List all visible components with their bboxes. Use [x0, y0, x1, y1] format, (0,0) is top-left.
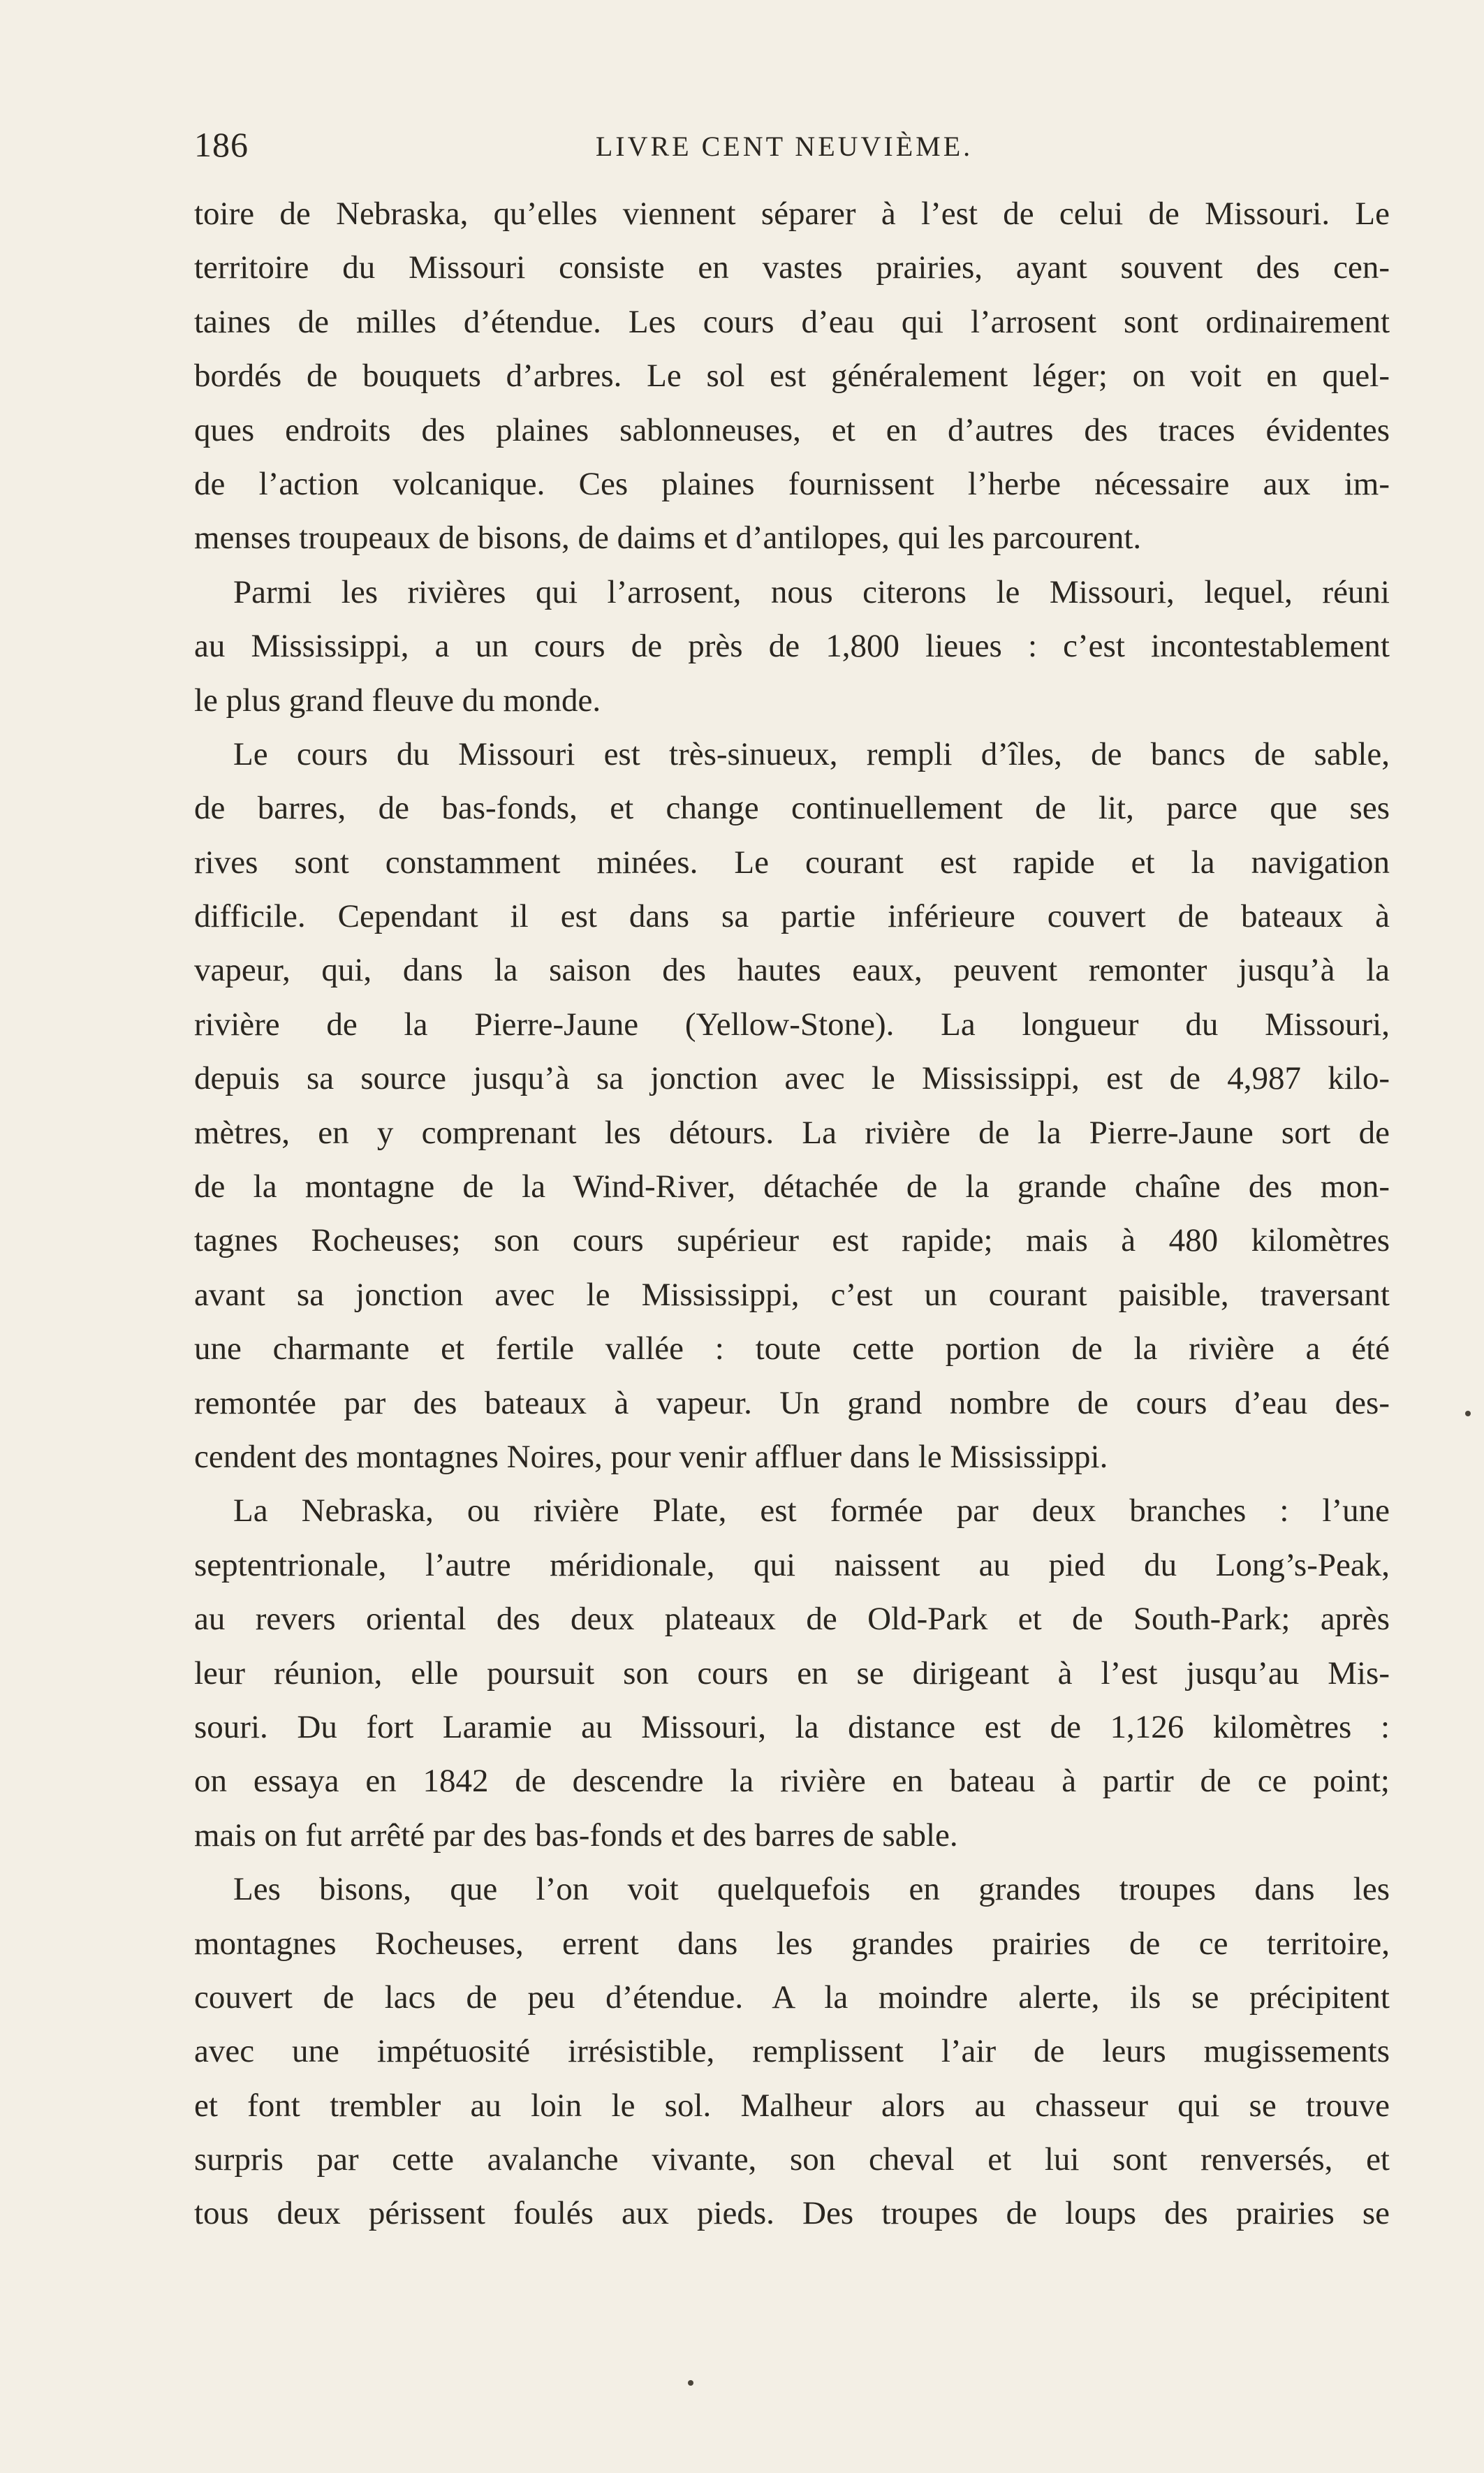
text-line: de barres, de bas-fonds, et change continuellement de lit, parce que ses: [194, 790, 1390, 827]
text-line: La Nebraska, ou rivière Plate, est formée par deux branches : l’une: [233, 1492, 1390, 1529]
text-line: mais on fut arrêté par des bas-fonds et des barres de sable.: [194, 1817, 958, 1854]
text-line: rivière de la Pierre-Jaune (Yellow-Stone). La longueur du Missouri,: [194, 1006, 1390, 1043]
page-header: [194, 124, 1374, 173]
text-line: souri. Du fort Laramie au Missouri, la distance est de 1,126 kilomètres :: [194, 1708, 1390, 1745]
text-line: le plus grand fleuve du monde.: [194, 682, 601, 719]
text-line: mètres, en y comprenant les détours. La rivière de la Pierre-Jaune sort de: [194, 1114, 1390, 1151]
text-line: Les bisons, que l’on voit quelquefois en grandes troupes dans les: [233, 1871, 1390, 1908]
text-line: au revers oriental des deux plateaux de Old-Park et de South-Park; après: [194, 1601, 1390, 1638]
text-line: depuis sa source jusqu’à sa jonction avec le Mississippi, est de 4,987 kilo-: [194, 1060, 1390, 1097]
text-line: ques endroits des plaines sablonneuses, et en d’autres des traces évidentes: [194, 411, 1390, 448]
text-line: toire de Nebraska, qu’elles viennent séparer à l’est de celui de Missouri. Le: [194, 196, 1390, 232]
text-line: cendent des montagnes Noires, pour venir affluer dans le Mississippi.: [194, 1438, 1108, 1475]
text-line: avec une impétuosité irrésistible, remplissent l’air de leurs mugissements: [194, 2033, 1390, 2070]
text-line: montagnes Rocheuses, errent dans les grandes prairies de ce territoire,: [194, 1925, 1390, 1962]
text-line: tous deux périssent foulés aux pieds. Des troupes de loups des prairies se: [194, 2195, 1390, 2232]
text-line: de la montagne de la Wind-River, détachée de la grande chaîne des mon-: [194, 1168, 1390, 1205]
page-number: 186: [194, 125, 249, 164]
text-line: bordés de bouquets d’arbres. Le sol est généralement léger; on voit en quel-: [194, 358, 1390, 395]
text-line: remontée par des bateaux à vapeur. Un grand nombre de cours d’eau des-: [194, 1384, 1390, 1421]
text-line: et font trembler au loin le sol. Malheur alors au chasseur qui se trouve: [194, 2087, 1390, 2124]
text-line: au Mississippi, a un cours de près de 1,800 lieues : c’est incontestablement: [194, 628, 1390, 665]
text-line: on essaya en 1842 de descendre la rivière en bateau à partir de ce point;: [194, 1763, 1390, 1800]
text-line: leur réunion, elle poursuit son cours en se dirigeant à l’est jusqu’au Mis-: [194, 1654, 1390, 1692]
text-line: difficile. Cependant il est dans sa partie inférieure couvert de bateaux à: [194, 898, 1390, 935]
text-line: couvert de lacs de peu d’étendue. A la moindre alerte, ils se précipitent: [194, 1979, 1390, 2016]
text-line: rives sont constamment minées. Le courant est rapide et la navigation: [194, 844, 1390, 881]
text-line: septentrionale, l’autre méridionale, qui naissent au pied du Long’s-Peak,: [194, 1546, 1390, 1583]
text-line: Parmi les rivières qui l’arrosent, nous citerons le Missouri, lequel, réuni: [233, 573, 1390, 610]
text-line: avant sa jonction avec le Mississippi, c’est un courant paisible, traversant: [194, 1276, 1390, 1313]
running-title: LIVRE CENT NEUVIÈME.: [595, 131, 974, 162]
ink-speck: [1465, 1411, 1471, 1416]
text-line: tagnes Rocheuses; son cours supérieur est rapide; mais à 480 kilomètres: [194, 1222, 1390, 1259]
body-text: [194, 187, 1390, 2241]
text-line: une charmante et fertile vallée : toute cette portion de la rivière a été: [194, 1330, 1390, 1367]
text-line: de l’action volcanique. Ces plaines fournissent l’herbe nécessaire aux im-: [194, 465, 1390, 502]
text-line: vapeur, qui, dans la saison des hautes eaux, peuvent remonter jusqu’à la: [194, 952, 1390, 989]
text-line: taines de milles d’étendue. Les cours d’eau qui l’arrosent sont ordinairement: [194, 303, 1390, 340]
text-line: territoire du Missouri consiste en vastes prairies, ayant souvent des cen-: [194, 249, 1390, 286]
text-line: Le cours du Missouri est très-sinueux, rempli d’îles, de bancs de sable,: [233, 735, 1390, 772]
text-line: surpris par cette avalanche vivante, son cheval et lui sont renversés, et: [194, 2141, 1390, 2178]
ink-speck: [688, 2380, 693, 2386]
text-line: menses troupeaux de bisons, de daims et d’antilopes, qui les parcourent.: [194, 520, 1142, 557]
